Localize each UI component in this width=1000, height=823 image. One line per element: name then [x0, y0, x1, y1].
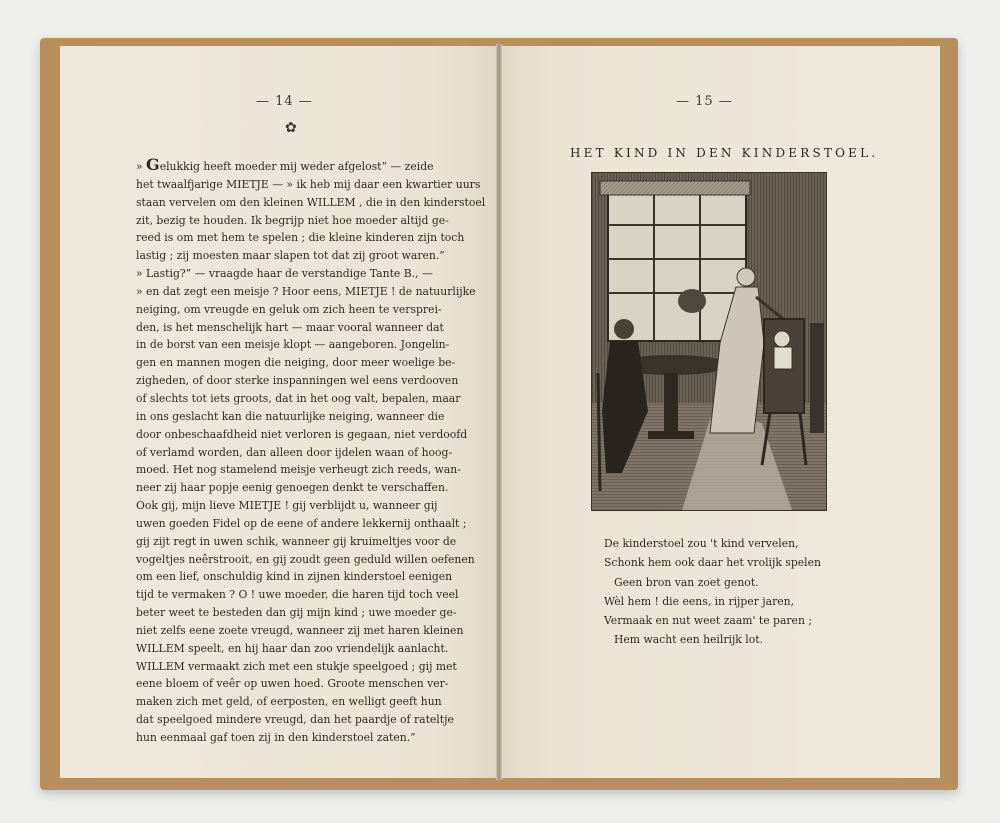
text-line: staan vervelen om den kleinen WILLEM , die in den kinderstoel	[136, 195, 486, 209]
text-line: reed is om met hem te spelen ; die kleine kinderen zijn toch	[136, 231, 465, 245]
text-line: in ons geslacht kan die natuurlijke neiging, wanneer die	[136, 409, 445, 423]
curtain	[600, 181, 750, 195]
chapter-title: HET KIND IN DEN KINDERSTOEL.	[570, 146, 879, 160]
text-line: » Lastig?” — vraagde haar de verstandige Tante B., —	[136, 267, 433, 281]
chair-leg	[598, 373, 600, 491]
left-page-number: — 14 —	[256, 94, 313, 109]
text-line: vogeltjes neêrstrooit, en gij zoudt geen geduld willen oefenen	[136, 552, 475, 566]
text-line: Ook gij, mijn lieve MIETJE ! gij verblijdt u, wanneer gij	[136, 499, 438, 513]
flower-ornament-icon: ✿	[285, 120, 297, 136]
child-head	[774, 331, 790, 347]
text-line: hun eenmaal gaf toen zij in den kinderstoel zaten.”	[136, 731, 416, 744]
text-line: WILLEM speelt, en hij haar dan zoo vriendelijk aanlacht.	[136, 641, 449, 655]
text-line: tijd te vermaken ? O ! uwe moeder, die haren tijd toch veel	[136, 588, 459, 602]
window	[608, 193, 746, 341]
text-line: maken zich met geld, of eerposten, en welligt geeft hun	[136, 695, 442, 709]
text-line: moed. Het nog stamelend meisje verheugt zich reeds, wan-	[136, 463, 461, 477]
text-line: eene bloem of veêr op uwen hoed. Groote menschen ver-	[136, 677, 449, 691]
verse-line: Schonk hem ook daar het vrolijk spelen	[604, 556, 821, 570]
text-line: door onbeschaafdheid niet verloren is gegaan, niet verdoofd	[136, 427, 468, 441]
text-line: zit, bezig te houden. Ik begrijp niet hoe moeder altijd ge-	[136, 213, 449, 227]
drop-letter: G	[146, 155, 160, 174]
verse-line: Geen bron van zoet genot.	[614, 575, 759, 589]
text-line: WILLEM vermaakt zich met een stukje speelgoed ; gij met	[136, 659, 457, 673]
text-line: » Gelukkig heeft moeder mij weder afgelost” — zeide	[136, 155, 434, 174]
first-line-rest: elukkig heeft moeder mij weder afgelost” — zeide	[159, 160, 434, 173]
text-line: zigheden, of door sterke inspanningen wel eens verdooven	[136, 374, 459, 388]
text-line: lastig ; zij moesten maar slapen tot dat zij groot waren.”	[136, 249, 445, 263]
plant	[678, 289, 706, 313]
text-line: of verlamd worden, dan alleen door ijdelen waan of hoog-	[136, 445, 453, 459]
door	[810, 323, 824, 433]
table-base	[648, 431, 694, 439]
man-head	[614, 319, 634, 339]
text-line: dat speelgoed mindere vreugd, dan het paardje of rateltje	[136, 713, 454, 727]
verse-block	[604, 534, 844, 650]
verse-line: Hem wacht een heilrijk lot.	[614, 633, 764, 647]
text-line: in de borst van een meisje klopt — aangeboren. Jongelin-	[136, 338, 450, 352]
text-line: neiging, om vreugde en geluk om zich heen te versprei-	[136, 302, 442, 316]
table-leg	[664, 373, 678, 433]
text-line: niet zelfs eene zoete vreugd, wanneer zij met haren kleinen	[136, 623, 464, 637]
verse-line: Wèl hem ! die eens, in rijper jaren,	[604, 594, 795, 608]
text-line: gen en mannen mogen die neiging, door meer woelige be-	[136, 356, 456, 370]
right-page-number: — 15 —	[676, 94, 733, 109]
verse-line: Vermaak en nut weet zaam' te paren ;	[604, 614, 812, 628]
text-line: om een lief, onschuldig kind in zijnen kinderstoel eenigen	[136, 570, 453, 584]
engraving-illustration	[591, 172, 827, 511]
verse-line: De kinderstoel zou 't kind vervelen,	[604, 537, 799, 550]
text-line: den, is het menschelijk hart — maar vooral wanneer dat	[136, 320, 444, 334]
text-line: » en dat zegt een meisje ? Hoor eens, MIETJE ! de natuurlijke	[136, 284, 476, 298]
text-line: of slechts tot iets groots, dat in het oog valt, bepalen, maar	[136, 391, 461, 405]
woman-head	[737, 268, 755, 286]
child-body	[774, 347, 792, 369]
text-line: uwen goeden Fidel op de eene of andere lekkernij onthaalt ;	[136, 516, 467, 530]
book-gutter	[496, 44, 502, 780]
text-line: neer zij haar popje eenig genoegen denkt te verschaffen.	[136, 481, 449, 495]
text-line: het twaalfjarige MIETJE — » ik heb mij daar een kwartier uurs	[136, 177, 481, 191]
text-line: gij zijt regt in uwen schik, wanneer gij kruimeltjes voor de	[136, 534, 457, 548]
text-line: beter weet te besteden dan gij mijn kind ; uwe moeder ge-	[136, 606, 457, 620]
left-body-text	[136, 155, 486, 747]
